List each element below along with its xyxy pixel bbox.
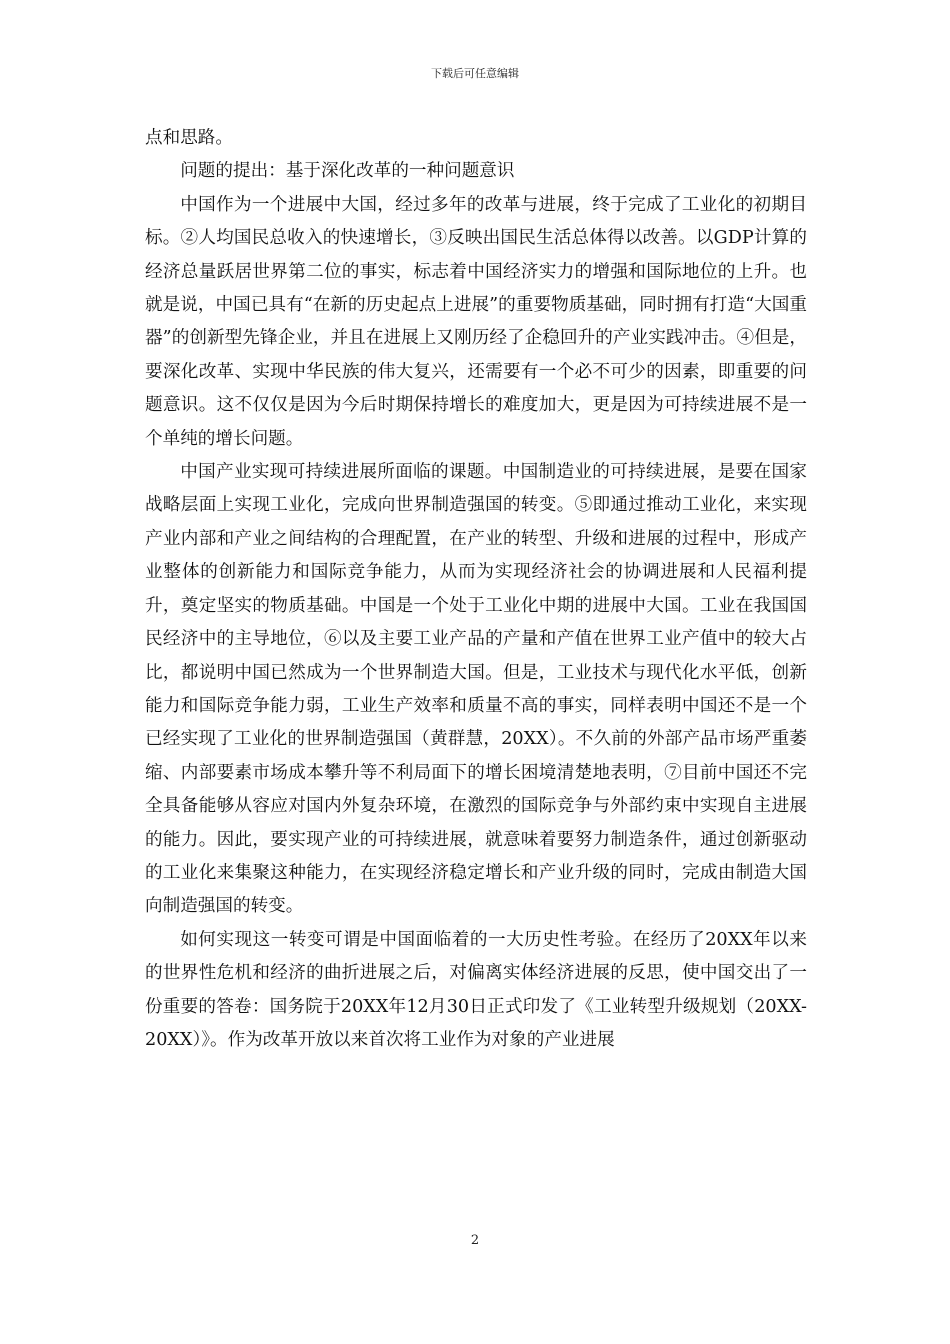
paragraph-3: 中国作为一个进展中大国，经过多年的改革与进展，终于完成了工业化的初期目标。②人均国民总收入的快速增长，③反映出国民生活总体得以改善。以GDP计算的经济总量跃居世界第二位的事实，标志着中国经济实力的增强和国际地位的上升。也就是说，中国已具有“在新的历史起点上进展”的重要物质基础，同时拥有打造“大国重器”的创新型先锋企业，并且在进展上又刚历经了企稳回升的产业实践冲击。④但是，要深化改革、实现中华民族的伟大复兴，还需要有一个必不可少的因素，即重要的问题意识。这不仅仅是因为今后时期保持增长的难度加大，更是因为可持续进展不是一个单纯的增长问题。 <box>145 194 807 449</box>
section-heading: 问题的提出：基于深化改革的一种问题意识 <box>180 161 515 182</box>
document-body <box>145 122 807 1057</box>
paragraph-4: 中国产业实现可持续进展所面临的课题。中国制造业的可持续进展，是要在国家战略层面上实现工业化，完成向世界制造强国的转变。⑤即通过推动工业化，来实现产业内部和产业之间结构的合理配置，在产业的转型、升级和进展的过程中，形成产业整体的创新能力和国际竞争能力，从而为实现经济社会的协调进展和人民福利提升，奠定坚实的物质基础。中国是一个处于工业化中期的进展中大国。工业在我国国民经济中的主导地位，⑥以及主要工业产品的产量和产值在世界工业产值中的较大占比，都说明中国已然成为一个世界制造大国。但是，工业技术与现代化水平低，创新能力和国际竞争能力弱，工业生产效率和质量不高的事实，同样表明中国还不是一个已经实现了工业化的世界制造强国（黄群慧，20XX）。不久前的外部产品市场严重萎缩、内部要素市场成本攀升等不利局面下的增长困境清楚地表明，⑦目前中国还不完全具备能够从容应对国内外复杂环境，在激烈的国际竞争与外部约束中实现自主进展的能力。因此，要实现产业的可持续进展，就意味着要努力制造条件，通过创新驱动的工业化来集聚这种能力，在实现经济稳定增长和产业升级的同时，完成由制造大国向制造强国的转变。 <box>145 462 807 917</box>
paragraph-1: 点和思路。 <box>145 128 233 148</box>
page-header: 下载后可任意编辑 <box>431 67 519 80</box>
page-number: 2 <box>470 1233 480 1248</box>
paragraph-5: 如何实现这一转变可谓是中国面临着的一大历史性考验。在经历了20XX年以来的世界性危机和经济的曲折进展之后，对偏离实体经济进展的反思，使中国交出了一份重要的答卷：国务院于20XX年12月30日正式印发了《工业转型升级规划（20XX-20XX）》。作为改革开放以来首次将工业作为对象的产业进展 <box>145 929 807 1050</box>
